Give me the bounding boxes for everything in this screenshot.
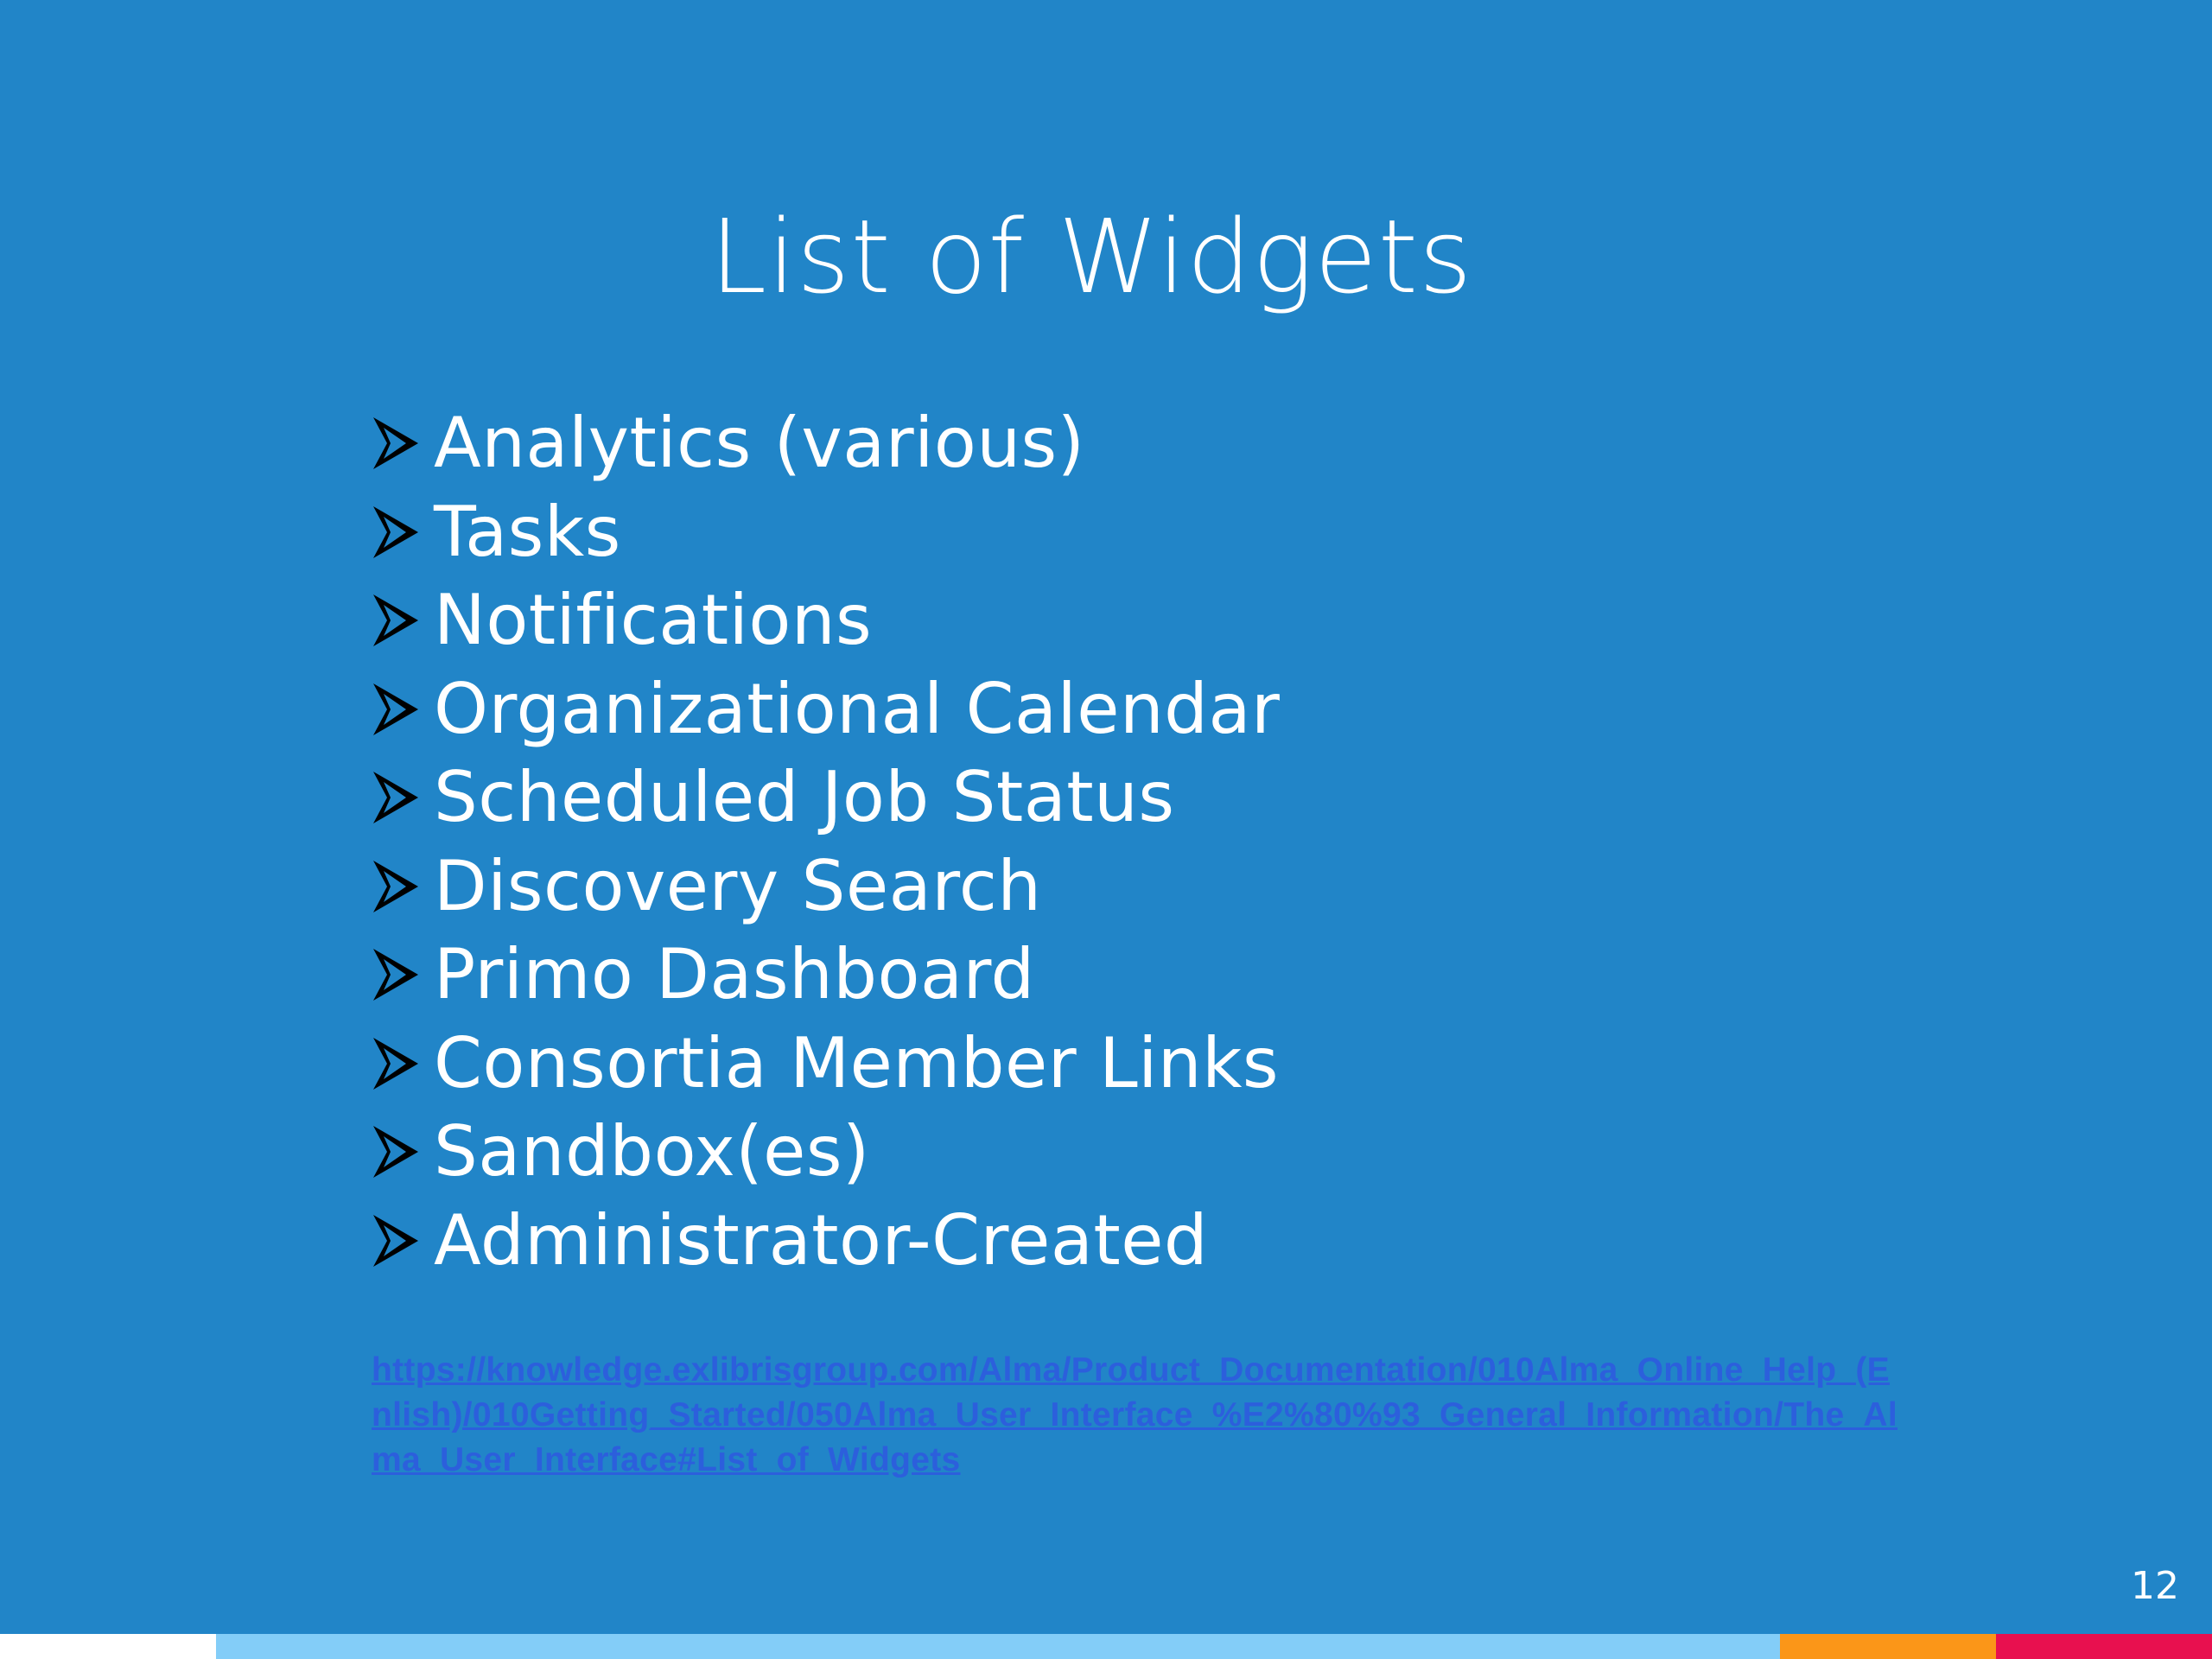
list-item-label: Scheduled Job Status [434, 757, 1175, 838]
slide-title: List of Widgets [709, 197, 1473, 316]
list-item-label: Discovery Search [434, 845, 1042, 926]
arrowhead-bullet-icon [372, 1034, 420, 1093]
list-item-label: Sandbox(es) [434, 1111, 870, 1192]
list-item [372, 753, 1280, 842]
arrowhead-bullet-icon [372, 857, 420, 916]
list-item-label: Consortia Member Links [434, 1022, 1280, 1103]
documentation-link[interactable]: https://knowledge.exlibrisgroup.com/Alma/Product_Documentation/010Alma_Online_Help_(Enlish)/010Getting_Started/050Alma_User_Interface_%E2%80%93_General_Information/The_Alma_User_Interface#List_of_Widgets [372, 1351, 1898, 1478]
arrowhead-bullet-icon [372, 1211, 420, 1270]
list-item-label: Tasks [434, 491, 621, 572]
list-item [372, 576, 1280, 665]
arrowhead-bullet-icon [372, 1122, 420, 1181]
arrowhead-bullet-icon [372, 503, 420, 562]
list-item-label: Analytics (various) [434, 403, 1085, 484]
footer-bar-red-segment [1996, 1634, 2212, 1659]
page-number: 12 [2131, 1564, 2179, 1608]
arrowhead-bullet-icon [372, 768, 420, 827]
arrowhead-bullet-icon [372, 414, 420, 473]
list-item [372, 399, 1280, 488]
list-item [372, 1020, 1280, 1109]
list-item [372, 931, 1280, 1020]
list-item [372, 842, 1280, 931]
list-item [372, 1197, 1280, 1286]
list-item [372, 1108, 1280, 1197]
list-item-label: Primo Dashboard [434, 934, 1035, 1015]
arrowhead-bullet-icon [372, 945, 420, 1004]
arrowhead-bullet-icon [372, 591, 420, 650]
list-item-label: Organizational Calendar [434, 668, 1281, 749]
list-item [372, 665, 1280, 754]
list-item-label: Administrator-Created [434, 1199, 1209, 1281]
footer-color-bar [0, 1634, 2212, 1659]
list-item-label: Notifications [434, 580, 873, 661]
arrowhead-bullet-icon [372, 680, 420, 739]
widget-list [372, 399, 1280, 1285]
footer-bar-orange-segment [1780, 1634, 1996, 1659]
footer-bar-light-blue-segment [216, 1634, 1780, 1659]
footer-bar-white-segment [0, 1634, 216, 1659]
list-item [372, 488, 1280, 577]
